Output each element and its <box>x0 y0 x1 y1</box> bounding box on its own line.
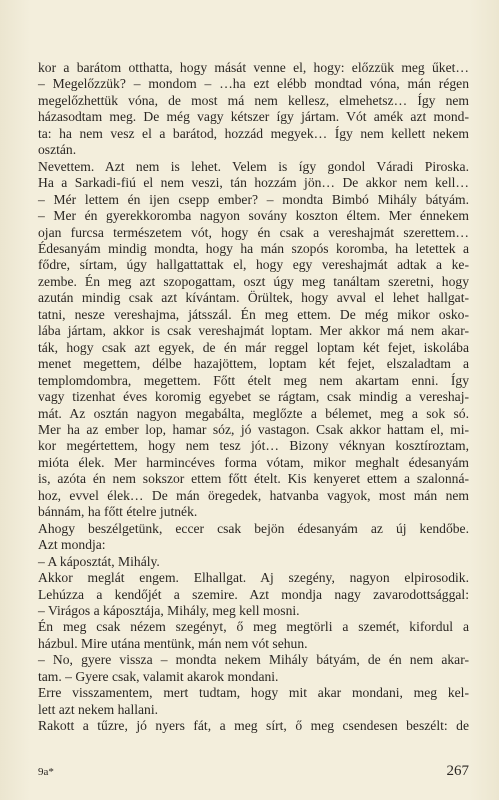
text-line: is, azóta én nem sokszor ettem főtt ételt. Kis kenyeret ettem a szalonná- <box>38 471 469 487</box>
text-line: házbul. Mire utána mentünk, mán nem vót sehun. <box>38 635 308 651</box>
text-line: mát. Az osztán nagyon megabálta, meglőzte a bélemet, meg a sok só. <box>38 405 469 421</box>
text-line: menet megettem, délbe hazajöttem, loptam két fejet, elszaladtam a <box>38 356 469 372</box>
page-number: 267 <box>446 763 469 779</box>
text-line: mióta élek. Mer harmincéves forma vótam, mikor meghalt édesanyám <box>38 454 469 470</box>
text-line: lett azt nekem hallani. <box>38 701 159 717</box>
text-line: fődre, sírtam, úgy hallgattattak el, hogy egy vereshajmát adtak a ke- <box>38 257 469 273</box>
text-line: hoz, evvel élek… De mán öregedek, hatvanba vagyok, most mán nem <box>38 487 469 503</box>
text-line: templomdombra, megettem. Főtt ételt meg nem akartam enni. Így <box>38 372 469 388</box>
text-line: kor a barátom otthatta, hogy mását venne el, hogy: előzzük meg űket… <box>38 60 469 75</box>
text-line: azután mindig csak azt kívántam. Örültek, hogy avval el lehet hallgat- <box>38 290 469 306</box>
text-line: Nevettem. Azt nem is lehet. Velem is így gondol Váradi Piroska. <box>38 158 469 174</box>
text-line: – Megelőzzük? – mondom – …ha ezt elébb mondtad vóna, mán régen <box>38 76 469 92</box>
text-line: bánnám, ha főtt ételre jutnék. <box>38 504 198 520</box>
body-text <box>38 60 469 735</box>
text-line: házasodtam meg. De még vagy kétszer így jártam. Vót amék azt mond- <box>38 109 469 125</box>
text-line: osztán. <box>38 142 77 158</box>
text-line: ojan furcsa természetem vót, hogy én csak a vereshajmát szerettem… <box>38 224 469 240</box>
text-line: Lehúzza a kendőjét a szemire. Azt mondja nagy zavarodottsággal: <box>38 586 469 602</box>
text-line: tatni, nesze vereshajma, játsszál. Én meg ettem. De még mikor osko- <box>38 306 469 322</box>
text-line: – Virágos a káposztája, Mihály, meg kell mosni. <box>38 602 300 618</box>
text-line: Ha a Sarkadi-fiú el nem veszi, tán hozzám jön… De akkor nem kell… <box>38 175 469 191</box>
text-line: – Mér lettem én ijen csepp ember? – mondta Bimbó Mihály bátyám. <box>38 191 469 207</box>
text-line: Rakott a tűzre, jó nyers fát, a meg sírt, ő meg csendesen beszélt: de <box>38 718 469 734</box>
printer-signature: 9a* <box>38 766 54 778</box>
text-line: Ahogy beszélgetünk, eccer csak bejön édesanyám az új kendőbe. <box>38 520 469 536</box>
text-line: tam. – Gyere csak, valamit akarok mondani. <box>38 668 279 684</box>
text-line: Erre visszamentem, mert tudtam, hogy mit akar mondani, meg kel- <box>38 685 469 701</box>
text-line: Azt mondja: <box>38 537 106 553</box>
text-line: kor megértettem, hogy nem tesz jót… Bizony véknyan kosztíroztam, <box>38 438 469 454</box>
text-line: Mer ha az ember lop, hamar sóz, jó vastagon. Csak akkor hattam el, mi- <box>38 421 469 437</box>
text-line: ták, hogy csak azt egyek, de én már reggel loptam két fejet, iskolába <box>38 339 469 355</box>
text-line: ta: ha nem vesz el a barátod, hozzád megyek… Így nem kellett nekem <box>38 125 469 141</box>
text-line: – Mer én gyerekkoromba nagyon sovány koszton éltem. Mer énnekem <box>38 208 469 224</box>
text-line: zembe. Én meg azt szopogattam, oszt úgy meg tanáltam szeretni, hogy <box>38 273 469 289</box>
text-line: megelőzhettük vóna, de most má nem kellesz, elmehetsz… Így nem <box>38 92 469 108</box>
text-line: Én meg csak nézem szegényt, ő meg megtörli a szemét, kifordul a <box>38 619 469 635</box>
text-line: – A káposztát, Mihály. <box>38 553 160 569</box>
text-line: lába jártam, akkor is csak vereshajmát loptam. Mer akkor má nem akar- <box>38 323 469 339</box>
page-footer <box>38 763 469 780</box>
text-line: – No, gyere vissza – mondta nekem Mihály bátyám, de én nem akar- <box>38 652 469 668</box>
text-line: Akkor meglát engem. Elhallgat. Aj szegény, nagyon elpirosodik. <box>38 570 469 586</box>
text-line: Édesanyám mindig mondta, hogy ha mán szopós koromba, ha letettek a <box>38 240 469 256</box>
text-line: vagy tizenhat éves koromig egyebet se rágtam, csak mindig a vereshaj- <box>38 389 469 405</box>
